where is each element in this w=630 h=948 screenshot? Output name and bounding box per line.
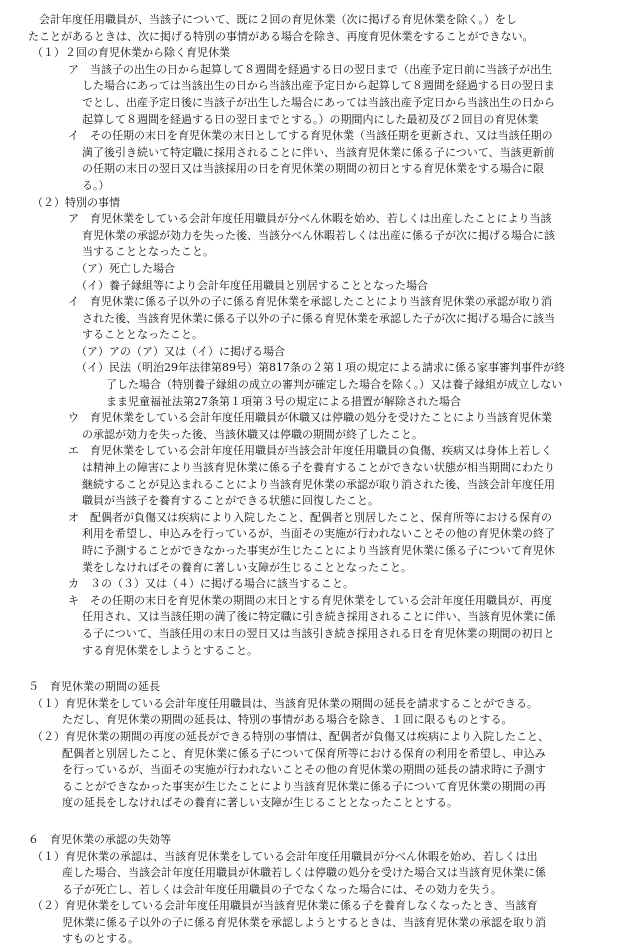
text-line: でとし、出産予定日後に当該子が出生した場合にあっては当該出産予定日から当該出生の日から (82, 95, 555, 109)
text-line: 会計年度任用職員が、当該子について、既に２回の育児休業（次に掲げる育児休業を除く。）をし (28, 13, 517, 26)
paragraph (28, 195, 608, 212)
text-line: ア 育児休業をしている会計年度任用職員が分べん休暇を始め、若しくは出産したことにより当該 (68, 212, 552, 226)
text-line: 産した場合、当該会計年度任用職員が休職若しくは停職の処分を受けた場合又は当該育児休業に係 (62, 866, 546, 880)
text-line: ア 当該子の出生の日から起算して８週間を経過する日の翌日まで（出産予定日前に当該子が出生 (68, 62, 552, 76)
section-gap (28, 659, 608, 679)
text-line: （イ）養子縁組等により会計年度任用職員と別居することとなった場合 (76, 278, 428, 292)
paragraph (28, 360, 608, 410)
paragraph (28, 12, 608, 45)
paragraph (28, 45, 608, 62)
text-line: る子について、当該任用の末日の翌日又は当該引き続き採用される日を育児休業の期間の初日と (82, 626, 555, 640)
paragraph (28, 679, 608, 696)
section-gap (28, 812, 608, 832)
text-line: 継続することが見込まれることにより当該育児休業の承認が取り消された後、当該会計年度任用 (82, 477, 555, 491)
text-line: （１）２回の育児休業から除く育児休業 (32, 46, 230, 60)
text-line: 満了後引き続いて特定職に採用されることに伴い、当該育児休業に係る子について、当該更新前 (82, 145, 555, 159)
paragraph (28, 128, 608, 194)
text-line: （イ）民法（明治29年法律第89号）第817条の２第１項の規定による請求に係る家事審判事件が終 (76, 361, 565, 375)
text-line: ただし、育児休業の期間の延長は、特別の事情がある場合を除き、１回に限るものとする。 (62, 713, 513, 727)
text-line: ることができなかった事実が生じたことにより当該育児休業に係る子について育児休業の期間の再 (62, 779, 546, 793)
text-line: 職員が当該子を養育することができる状態に回復したこと。 (82, 494, 379, 508)
text-line: ５ 育児休業の期間の延長 (28, 680, 160, 694)
text-line: 配偶者と別居したこと、育児休業に係る子について保育所等における保育の利用を希望し、申込み (62, 746, 546, 760)
paragraph (28, 62, 608, 128)
paragraph (28, 898, 608, 948)
paragraph (28, 278, 608, 295)
paragraph (28, 849, 608, 899)
text-line: イ その任期の末日を育児休業の末日としてする育児休業（当該任期を更新され、又は当該任期の (68, 129, 553, 143)
paragraph (28, 261, 608, 278)
text-line: の承認が効力を失った後、当該休職又は停職の期間が終了したこと。 (82, 427, 423, 441)
paragraph (28, 832, 608, 849)
text-line: した場合にあっては当該出生の日から当該出産予定日から起算して８週間を経過する日の翌日ま (82, 79, 555, 93)
text-line: る。） (82, 178, 110, 192)
text-line: 児休業に係る子以外の子に係る育児休業を承認しようとするときは、当該育児休業の承認を取り消 (62, 915, 546, 929)
text-line: 育児休業の承認が効力を失った後、当該分べん休暇若しくは出産に係る子が次に掲げる場合に該 (82, 228, 555, 242)
text-line: キ その任期の末日を育児休業の期間の末日とする育児休業をしている会計年度任用職員が、再度 (68, 593, 552, 607)
text-line: エ 育児休業をしている会計年度任用職員が当該会計年度任用職員の負傷、疾病又は身体上若しく (68, 444, 552, 458)
text-line: する育児休業をしようとすること。 (82, 643, 258, 657)
text-line: （２）育児休業をしている会計年度任用職員が当該育児休業に係る子を養育しなくなったとき、当該育 (32, 899, 538, 913)
text-line: 利用を希望し、申込みを行っているが、当面その実施が行われないことその他の育児休業の終了 (82, 527, 555, 541)
text-line: を行っているが、当面その実施が行われないことその他の育児休業の期間の延長の請求時に予測す (62, 763, 546, 777)
text-line: することとなったこと。 (82, 328, 203, 342)
text-line: 業をしなければその養育に著しい支障が生じることとなったこと。 (82, 560, 412, 574)
text-line: （２）特別の事情 (32, 195, 120, 209)
paragraph (28, 593, 608, 659)
paragraph (28, 443, 608, 509)
paragraph (28, 344, 608, 361)
text-line: の任期の末日の翌日又は当該採用の日を育児休業の期間の初日とする育児休業をする場合に限 (82, 162, 544, 176)
text-line: （１）育児休業の承認は、当該育児休業をしている会計年度任用職員が分べん休暇を始め、若しくは出 (32, 849, 538, 863)
text-line: 時に予測することができなかった事実が生じたことにより当該育児休業に係る子について育児休 (82, 544, 555, 557)
text-line: ６ 育児休業の承認の失効等 (28, 832, 171, 846)
paragraph (28, 211, 608, 261)
text-line: オ 配偶者が負傷又は疾病により入院したこと、配偶者と別居したこと、保育所等における保育の (68, 510, 552, 524)
paragraph (28, 294, 608, 344)
text-line: ウ 育児休業をしている会計年度任用職員が休職又は停職の処分を受けたことにより当該育児休業 (68, 411, 552, 425)
text-line: （ア）死亡した場合 (76, 261, 175, 275)
text-line: された後、当該育児休業に係る子以外の子に係る育児休業を承認した子が次に掲げる場合に該当 (82, 311, 555, 325)
text-line: すものとする。 (62, 932, 139, 946)
text-line: （２）育児休業の期間の再度の延長ができる特別の事情は、配偶者が負傷又は疾病により入院したこと、 (32, 729, 549, 743)
text-line: まま児童福祉法第27条第１項第３号の規定による措置が解除された場合 (106, 394, 461, 408)
text-line: たことがあるときは、次に掲げる特別の事情がある場合を除き、再度育児休業をすることができない。 (28, 29, 534, 43)
text-line: 度の延長をしなければその養育に著しい支障が生じることとなったこととする。 (62, 796, 458, 810)
text-line: （ア）アの（ア）又は（イ）に掲げる場合 (76, 344, 285, 358)
paragraph (28, 696, 608, 729)
paragraph (28, 410, 608, 443)
paragraph (28, 729, 608, 812)
text-line: カ ３の（３）又は（４）に掲げる場合に該当すること。 (68, 577, 354, 591)
text-line: る子が死亡し、若しくは会計年度任用職員の子でなくなった場合には、その効力を失う。 (62, 882, 502, 896)
paragraph (28, 510, 608, 576)
text-line: （１）育児休業をしている会計年度任用職員は、当該育児休業の期間の延長を請求することができる。 (32, 696, 538, 710)
paragraph (28, 576, 608, 593)
text-line: イ 育児休業に係る子以外の子に係る育児休業を承認したことにより当該育児休業の承認が取り消 (68, 295, 552, 309)
text-line: は精神上の障害により当該育児休業に係る子を養育することができない状態が相当期間にわたり (82, 461, 555, 475)
text-line: 起算して８週間を経過する日の翌日までとする。）の期間内にした最初及び２回目の育児休業 (82, 112, 539, 126)
text-line: 任用され、又は当該任期の満了後に特定職に引き続き採用されることに伴い、当該育児休業に係 (82, 610, 556, 624)
text-line: 了した場合（特別養子縁組の成立の審判が確定した場合を除く。）又は養子縁組が成立しない (106, 378, 563, 392)
text-line: 当することとなったこと。 (82, 245, 214, 259)
